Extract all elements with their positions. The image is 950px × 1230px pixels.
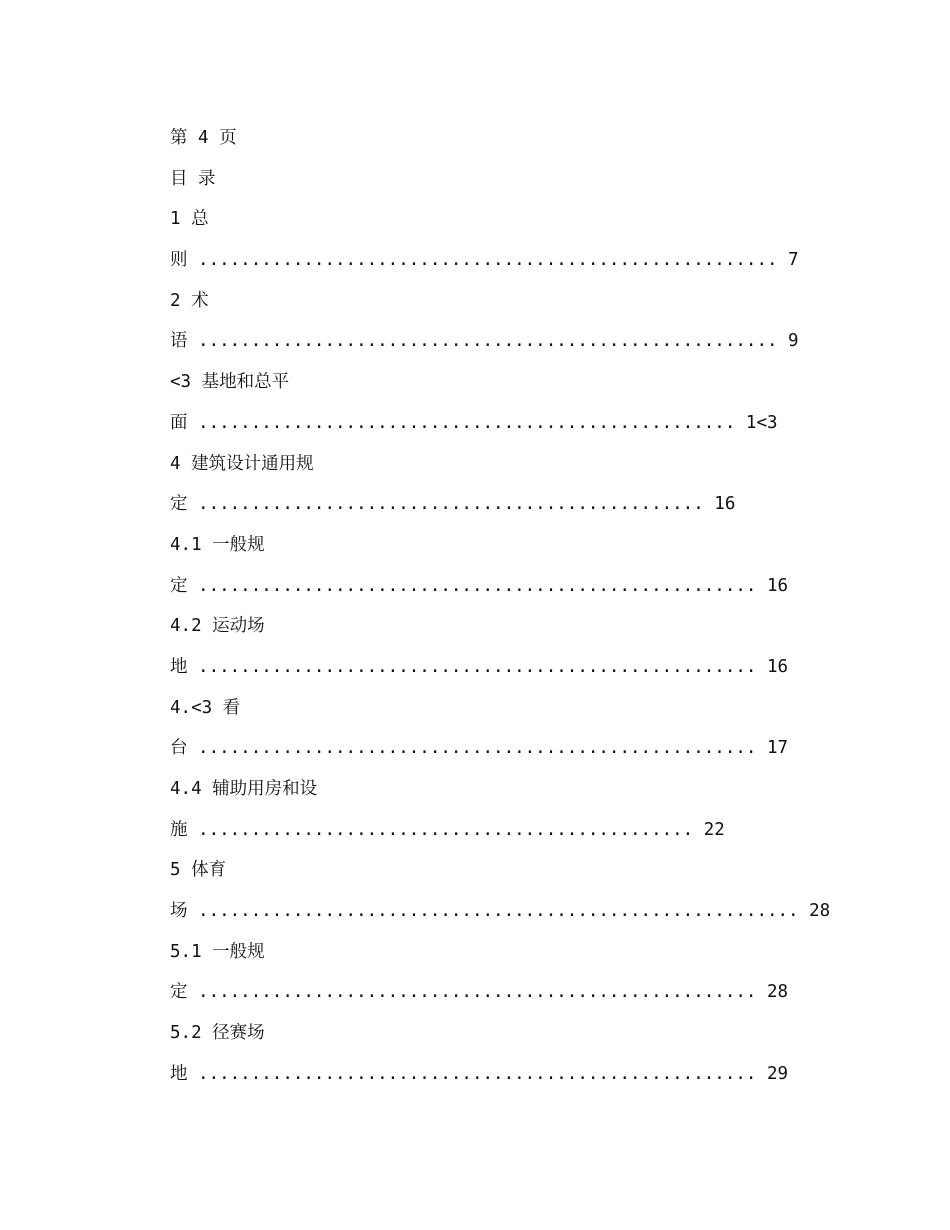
toc-section-4-1-heading: 4.1 一般规 (170, 534, 265, 555)
toc-section-4-entry: 定 ................................................ 16 (170, 494, 736, 515)
toc-section-2-heading: 2 术 (170, 290, 209, 311)
toc-section-4-4-heading: 4.4 辅助用房和设 (170, 779, 318, 799)
document-page (170, 126, 870, 1103)
toc-section-4-3-heading: 4.<3 看 (170, 697, 241, 718)
toc-section-5-heading: 5 体育 (170, 860, 227, 881)
toc-section-4-3-entry: 台 ..................................................... 17 (170, 738, 789, 759)
toc-section-5-1-entry: 定 ..................................................... 28 (170, 982, 789, 1003)
toc-section-2-entry: 语 ....................................................... 9 (170, 331, 799, 352)
toc-section-3-heading: <3 基地和总平 (170, 372, 290, 393)
toc-section-5-2-heading: 5.2 径赛场 (170, 1023, 265, 1044)
toc-section-4-1-entry: 定 ..................................................... 16 (170, 575, 789, 596)
toc-section-1-heading: 1 总 (170, 209, 209, 230)
toc-section-3-entry: 面 ................................................... 1<3 (170, 412, 778, 433)
toc-section-4-2-heading: 4.2 运动场 (170, 616, 265, 637)
toc-section-1-entry: 则 ....................................................... 7 (170, 250, 799, 271)
toc-section-4-2-entry: 地 ..................................................... 16 (170, 656, 789, 677)
toc-section-4-4-entry: 施 ............................................... 22 (170, 819, 725, 840)
toc-section-5-2-entry: 地 ..................................................... 29 (170, 1063, 789, 1084)
toc-section-4-heading: 4 建筑设计通用规 (170, 453, 314, 474)
toc-section-5-entry: 场 ......................................................... 28 (170, 901, 831, 922)
toc-section-5-1-heading: 5.1 一般规 (170, 941, 265, 962)
toc-title: 目 录 (170, 168, 216, 189)
page-number-header: 第 4 页 (170, 128, 237, 148)
